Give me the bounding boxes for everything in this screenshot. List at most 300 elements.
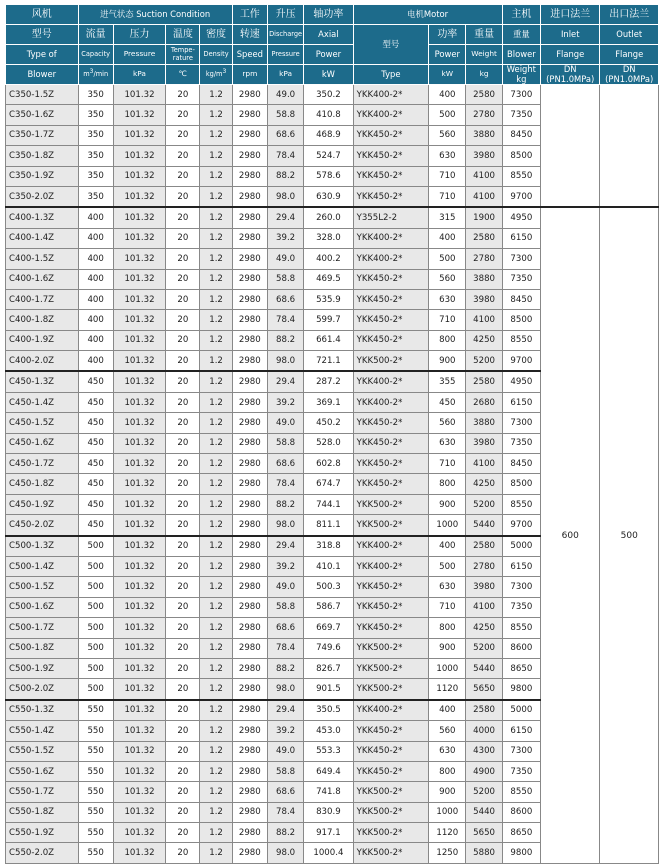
- cell-temperature: 20: [166, 371, 200, 392]
- cell-motor-power: 710: [429, 597, 466, 617]
- cell-axial-power: 830.9: [304, 802, 353, 822]
- cell-blower-weight: 8550: [502, 782, 540, 802]
- cell-blower-weight: 8600: [502, 638, 540, 658]
- cell-axial-power: 649.4: [304, 761, 353, 781]
- header-speed-cn: 转速: [232, 25, 267, 45]
- cell-discharge-pressure: 88.2: [267, 658, 303, 678]
- cell-motor-weight: 4900: [466, 761, 502, 781]
- cell-motor-type: YKK500-2*: [353, 638, 429, 658]
- cell-discharge-pressure: 98.0: [267, 679, 303, 700]
- cell-motor-type: YKK450-2*: [353, 269, 429, 289]
- cell-model: C400-1.7Z: [6, 289, 79, 309]
- header-blower-cn: 风机: [6, 5, 79, 25]
- cell-model: C550-1.9Z: [6, 823, 79, 843]
- cell-temperature: 20: [166, 536, 200, 557]
- header-outlet-1: Outlet: [600, 25, 659, 45]
- cell-motor-weight: 5200: [466, 351, 502, 372]
- cell-blower-weight: 8450: [502, 454, 540, 474]
- cell-pressure: 101.32: [113, 413, 165, 433]
- cell-motor-type: YKK500-2*: [353, 679, 429, 700]
- cell-motor-type: YKK400-2*: [353, 105, 429, 125]
- cell-density: 1.2: [200, 536, 232, 557]
- cell-speed: 2980: [232, 330, 267, 350]
- cell-motor-power: 400: [429, 536, 466, 557]
- cell-blower-weight: 9700: [502, 515, 540, 536]
- cell-speed: 2980: [232, 310, 267, 330]
- cell-speed: 2980: [232, 289, 267, 309]
- cell-temperature: 20: [166, 207, 200, 228]
- cell-motor-type: YKK450-2*: [353, 741, 429, 761]
- header-temp-unit: ℃: [166, 65, 200, 85]
- cell-axial-power: 528.0: [304, 433, 353, 453]
- cell-speed: 2980: [232, 536, 267, 557]
- cell-motor-weight: 4100: [466, 310, 502, 330]
- cell-capacity: 550: [78, 741, 113, 761]
- cell-motor-type: YKK450-2*: [353, 761, 429, 781]
- cell-blower-weight: 7350: [502, 761, 540, 781]
- blower-spec-table: [5, 4, 659, 864]
- cell-capacity: 500: [78, 638, 113, 658]
- outlet-flange-empty: [600, 85, 659, 208]
- cell-axial-power: 318.8: [304, 536, 353, 557]
- cell-motor-weight: 4000: [466, 721, 502, 741]
- cell-axial-power: 599.7: [304, 310, 353, 330]
- cell-model: C350-1.9Z: [6, 166, 79, 186]
- cell-speed: 2980: [232, 700, 267, 721]
- table-header: [6, 5, 659, 85]
- cell-axial-power: 586.7: [304, 597, 353, 617]
- cell-density: 1.2: [200, 330, 232, 350]
- header-pressure-unit: kPa: [113, 65, 165, 85]
- cell-density: 1.2: [200, 454, 232, 474]
- cell-speed: 2980: [232, 679, 267, 700]
- cell-model: C550-1.3Z: [6, 700, 79, 721]
- cell-axial-power: 669.7: [304, 618, 353, 638]
- cell-pressure: 101.32: [113, 125, 165, 145]
- cell-temperature: 20: [166, 433, 200, 453]
- cell-motor-weight: 5650: [466, 679, 502, 700]
- cell-density: 1.2: [200, 618, 232, 638]
- cell-motor-weight: 2780: [466, 105, 502, 125]
- cell-temperature: 20: [166, 618, 200, 638]
- cell-blower-weight: 5000: [502, 536, 540, 557]
- cell-speed: 2980: [232, 577, 267, 597]
- cell-capacity: 500: [78, 679, 113, 700]
- cell-motor-type: YKK450-2*: [353, 577, 429, 597]
- cell-temperature: 20: [166, 474, 200, 494]
- cell-discharge-pressure: 88.2: [267, 823, 303, 843]
- cell-pressure: 101.32: [113, 536, 165, 557]
- cell-temperature: 20: [166, 802, 200, 822]
- header-discharge: Discharge: [267, 25, 303, 45]
- cell-motor-weight: 2680: [466, 392, 502, 412]
- cell-motor-power: 315: [429, 207, 466, 228]
- cell-motor-power: 1000: [429, 802, 466, 822]
- cell-discharge-pressure: 68.6: [267, 125, 303, 145]
- cell-speed: 2980: [232, 618, 267, 638]
- cell-motor-type: YKK500-2*: [353, 351, 429, 372]
- cell-capacity: 450: [78, 515, 113, 536]
- header-blower-weight-1: Blower: [502, 45, 540, 65]
- cell-speed: 2980: [232, 105, 267, 125]
- cell-capacity: 400: [78, 330, 113, 350]
- cell-density: 1.2: [200, 802, 232, 822]
- cell-pressure: 101.32: [113, 249, 165, 269]
- cell-model: C500-1.8Z: [6, 638, 79, 658]
- cell-discharge-pressure: 29.4: [267, 371, 303, 392]
- cell-motor-power: 560: [429, 269, 466, 289]
- cell-speed: 2980: [232, 371, 267, 392]
- cell-temperature: 20: [166, 700, 200, 721]
- header-inlet-flange-cn: 进口法兰: [541, 5, 600, 25]
- cell-model: C450-1.5Z: [6, 413, 79, 433]
- cell-model: C350-2.0Z: [6, 186, 79, 207]
- cell-blower-weight: 7350: [502, 433, 540, 453]
- cell-density: 1.2: [200, 597, 232, 617]
- cell-motor-type: YKK450-2*: [353, 721, 429, 741]
- cell-model: C400-1.6Z: [6, 269, 79, 289]
- cell-motor-weight: 3880: [466, 269, 502, 289]
- cell-speed: 2980: [232, 721, 267, 741]
- cell-motor-power: 355: [429, 371, 466, 392]
- cell-motor-weight: 3880: [466, 413, 502, 433]
- cell-density: 1.2: [200, 166, 232, 186]
- cell-temperature: 20: [166, 494, 200, 514]
- cell-motor-weight: 4250: [466, 330, 502, 350]
- cell-pressure: 101.32: [113, 351, 165, 372]
- cell-discharge-pressure: 68.6: [267, 782, 303, 802]
- header-motor-power-unit: kW: [429, 65, 466, 85]
- header-blower: Blower: [6, 65, 79, 85]
- cell-blower-weight: 8650: [502, 823, 540, 843]
- cell-pressure: 101.32: [113, 658, 165, 678]
- cell-blower-weight: 9800: [502, 843, 540, 863]
- cell-motor-type: YKK400-2*: [353, 228, 429, 248]
- cell-density: 1.2: [200, 782, 232, 802]
- cell-pressure: 101.32: [113, 843, 165, 863]
- cell-motor-type: YKK450-2*: [353, 310, 429, 330]
- cell-capacity: 450: [78, 433, 113, 453]
- density-unit-prefix: kg/m: [205, 69, 223, 78]
- cell-pressure: 101.32: [113, 741, 165, 761]
- cell-axial-power: 744.1: [304, 494, 353, 514]
- cell-model: C400-1.8Z: [6, 310, 79, 330]
- cell-axial-power: 901.5: [304, 679, 353, 700]
- cell-speed: 2980: [232, 823, 267, 843]
- cell-speed: 2980: [232, 658, 267, 678]
- cell-density: 1.2: [200, 207, 232, 228]
- cell-axial-power: 500.3: [304, 577, 353, 597]
- cell-model: C450-1.3Z: [6, 371, 79, 392]
- header-shaft-power-cn: 轴功率: [304, 5, 353, 25]
- cell-discharge-pressure: 88.2: [267, 330, 303, 350]
- temp-line-2: rature: [172, 53, 193, 62]
- cell-motor-power: 900: [429, 638, 466, 658]
- cell-pressure: 101.32: [113, 474, 165, 494]
- cell-density: 1.2: [200, 269, 232, 289]
- cell-speed: 2980: [232, 515, 267, 536]
- cell-blower-weight: 8550: [502, 494, 540, 514]
- cell-axial-power: 811.1: [304, 515, 353, 536]
- cell-density: 1.2: [200, 433, 232, 453]
- header-capacity: Capacity: [78, 45, 113, 65]
- cell-temperature: 20: [166, 597, 200, 617]
- cell-motor-power: 900: [429, 351, 466, 372]
- cell-model: C450-1.6Z: [6, 433, 79, 453]
- outlet-4: (PN1.0MPa): [605, 73, 654, 84]
- cell-capacity: 400: [78, 207, 113, 228]
- cell-motor-power: 630: [429, 146, 466, 166]
- cell-motor-power: 800: [429, 330, 466, 350]
- cell-motor-weight: 3980: [466, 433, 502, 453]
- cell-pressure: 101.32: [113, 269, 165, 289]
- cell-motor-weight: 4300: [466, 741, 502, 761]
- cell-capacity: 450: [78, 392, 113, 412]
- cell-axial-power: 602.8: [304, 454, 353, 474]
- cell-model: C400-1.4Z: [6, 228, 79, 248]
- cell-temperature: 20: [166, 721, 200, 741]
- cell-discharge-pressure: 29.4: [267, 700, 303, 721]
- capacity-unit-sup: 3: [89, 67, 94, 75]
- cell-blower-weight: 4950: [502, 207, 540, 228]
- cell-temperature: 20: [166, 166, 200, 186]
- cell-discharge-pressure: 78.4: [267, 474, 303, 494]
- cell-discharge-pressure: 58.8: [267, 761, 303, 781]
- cell-temperature: 20: [166, 125, 200, 145]
- header-axial: Axial: [304, 25, 353, 45]
- cell-pressure: 101.32: [113, 721, 165, 741]
- cell-axial-power: 350.2: [304, 85, 353, 105]
- cell-axial-power: 287.2: [304, 371, 353, 392]
- cell-capacity: 350: [78, 146, 113, 166]
- cell-motor-weight: 2580: [466, 536, 502, 557]
- cell-density: 1.2: [200, 105, 232, 125]
- cell-blower-weight: 8500: [502, 310, 540, 330]
- header-outlet-flange-cn: 出口法兰: [600, 5, 659, 25]
- header-power-unit: kW: [304, 65, 353, 85]
- cell-density: 1.2: [200, 392, 232, 412]
- cell-model: C500-1.6Z: [6, 597, 79, 617]
- cell-discharge-pressure: 58.8: [267, 433, 303, 453]
- cell-motor-power: 400: [429, 85, 466, 105]
- inlet-4: (PN1.0MPa): [546, 73, 595, 84]
- cell-model: C450-2.0Z: [6, 515, 79, 536]
- cell-motor-power: 710: [429, 186, 466, 207]
- cell-axial-power: 369.1: [304, 392, 353, 412]
- cell-pressure: 101.32: [113, 454, 165, 474]
- cell-discharge-pressure: 58.8: [267, 597, 303, 617]
- cell-motor-weight: 2580: [466, 228, 502, 248]
- cell-density: 1.2: [200, 474, 232, 494]
- header-pressure: Pressure: [113, 45, 165, 65]
- cell-pressure: 101.32: [113, 392, 165, 412]
- cell-speed: 2980: [232, 597, 267, 617]
- cell-model: C350-1.7Z: [6, 125, 79, 145]
- cell-pressure: 101.32: [113, 802, 165, 822]
- cell-blower-weight: 8550: [502, 166, 540, 186]
- cell-density: 1.2: [200, 721, 232, 741]
- cell-model: C450-1.4Z: [6, 392, 79, 412]
- header-motor-group: 电机Motor: [353, 5, 502, 25]
- cell-density: 1.2: [200, 125, 232, 145]
- cell-pressure: 101.32: [113, 166, 165, 186]
- cell-pressure: 101.32: [113, 105, 165, 125]
- cell-model: C400-1.3Z: [6, 207, 79, 228]
- cell-density: 1.2: [200, 577, 232, 597]
- cell-model: C450-1.7Z: [6, 454, 79, 474]
- cell-motor-type: YKK450-2*: [353, 330, 429, 350]
- cell-motor-power: 900: [429, 494, 466, 514]
- cell-capacity: 450: [78, 454, 113, 474]
- cell-axial-power: 1000.4: [304, 843, 353, 863]
- cell-density: 1.2: [200, 515, 232, 536]
- cell-motor-weight: 5200: [466, 638, 502, 658]
- cell-motor-power: 560: [429, 721, 466, 741]
- cell-model: C500-2.0Z: [6, 679, 79, 700]
- cell-blower-weight: 9800: [502, 679, 540, 700]
- cell-speed: 2980: [232, 802, 267, 822]
- header-density-cn: 密度: [200, 25, 232, 45]
- cell-motor-weight: 2780: [466, 556, 502, 576]
- cell-capacity: 450: [78, 413, 113, 433]
- cell-blower-weight: 9700: [502, 351, 540, 372]
- header-motor-weight-unit: kg: [466, 65, 502, 85]
- cell-pressure: 101.32: [113, 556, 165, 576]
- cell-model: C500-1.7Z: [6, 618, 79, 638]
- cell-speed: 2980: [232, 741, 267, 761]
- header-blower-weight-cn: 重量: [502, 25, 540, 45]
- cell-model: C350-1.6Z: [6, 105, 79, 125]
- header-motor-model-cn: 型号: [353, 25, 429, 65]
- cell-capacity: 350: [78, 186, 113, 207]
- inlet-flange-dn: 600: [541, 207, 600, 863]
- header-suction-group: 进气状态 Suction Condition: [78, 5, 232, 25]
- cell-axial-power: 453.0: [304, 721, 353, 741]
- cell-motor-type: YKK500-2*: [353, 494, 429, 514]
- cell-discharge-pressure: 49.0: [267, 85, 303, 105]
- cell-motor-type: Y355L2-2: [353, 207, 429, 228]
- cell-pressure: 101.32: [113, 700, 165, 721]
- cell-motor-type: YKK400-2*: [353, 536, 429, 557]
- cell-blower-weight: 9700: [502, 186, 540, 207]
- cell-axial-power: 661.4: [304, 330, 353, 350]
- cell-blower-weight: 6150: [502, 556, 540, 576]
- cell-axial-power: 260.0: [304, 207, 353, 228]
- cell-temperature: 20: [166, 658, 200, 678]
- cell-pressure: 101.32: [113, 761, 165, 781]
- cell-capacity: 400: [78, 289, 113, 309]
- cell-axial-power: 350.5: [304, 700, 353, 721]
- cell-temperature: 20: [166, 761, 200, 781]
- cell-axial-power: 524.7: [304, 146, 353, 166]
- cell-axial-power: 917.1: [304, 823, 353, 843]
- cell-blower-weight: 8500: [502, 474, 540, 494]
- cell-motor-weight: 5880: [466, 843, 502, 863]
- cell-motor-power: 800: [429, 761, 466, 781]
- cell-motor-power: 800: [429, 474, 466, 494]
- cell-capacity: 350: [78, 125, 113, 145]
- cell-motor-power: 710: [429, 166, 466, 186]
- cell-temperature: 20: [166, 556, 200, 576]
- cell-capacity: 550: [78, 700, 113, 721]
- header-speed: Speed: [232, 45, 267, 65]
- cell-speed: 2980: [232, 351, 267, 372]
- cell-motor-power: 560: [429, 125, 466, 145]
- cell-motor-type: YKK400-2*: [353, 700, 429, 721]
- cell-blower-weight: 6150: [502, 721, 540, 741]
- cell-motor-type: YKK450-2*: [353, 125, 429, 145]
- cell-blower-weight: 6150: [502, 228, 540, 248]
- cell-density: 1.2: [200, 700, 232, 721]
- cell-motor-type: YKK450-2*: [353, 454, 429, 474]
- cell-capacity: 500: [78, 556, 113, 576]
- cell-motor-power: 710: [429, 454, 466, 474]
- cell-capacity: 500: [78, 658, 113, 678]
- cell-pressure: 101.32: [113, 289, 165, 309]
- cell-density: 1.2: [200, 371, 232, 392]
- cell-pressure: 101.32: [113, 638, 165, 658]
- cell-density: 1.2: [200, 556, 232, 576]
- header-motor-power: Power: [429, 45, 466, 65]
- cell-motor-power: 400: [429, 700, 466, 721]
- cell-motor-weight: 4250: [466, 618, 502, 638]
- cell-motor-type: YKK500-2*: [353, 823, 429, 843]
- cell-density: 1.2: [200, 310, 232, 330]
- cell-motor-weight: 4100: [466, 597, 502, 617]
- cell-blower-weight: 7300: [502, 577, 540, 597]
- cell-axial-power: 826.7: [304, 658, 353, 678]
- cell-motor-power: 630: [429, 289, 466, 309]
- cell-motor-power: 1120: [429, 823, 466, 843]
- cell-blower-weight: 8450: [502, 125, 540, 145]
- cell-temperature: 20: [166, 85, 200, 105]
- table-row: [6, 85, 659, 105]
- cell-axial-power: 400.2: [304, 249, 353, 269]
- table-body: [6, 85, 659, 864]
- cell-capacity: 450: [78, 494, 113, 514]
- cell-temperature: 20: [166, 741, 200, 761]
- cell-pressure: 101.32: [113, 577, 165, 597]
- cell-blower-weight: 7300: [502, 85, 540, 105]
- cell-capacity: 450: [78, 371, 113, 392]
- cell-capacity: 400: [78, 351, 113, 372]
- header-motor-type: Type: [353, 65, 429, 85]
- cell-motor-power: 1000: [429, 515, 466, 536]
- cell-blower-weight: 7350: [502, 597, 540, 617]
- cell-pressure: 101.32: [113, 228, 165, 248]
- cell-pressure: 101.32: [113, 823, 165, 843]
- cell-motor-weight: 2780: [466, 249, 502, 269]
- cell-motor-weight: 1900: [466, 207, 502, 228]
- cell-motor-power: 1000: [429, 658, 466, 678]
- cell-discharge-pressure: 88.2: [267, 494, 303, 514]
- header-discharge-pressure: Pressure: [267, 45, 303, 65]
- header-work-cn: 工作: [232, 5, 267, 25]
- cell-discharge-pressure: 88.2: [267, 166, 303, 186]
- cell-speed: 2980: [232, 207, 267, 228]
- cell-capacity: 450: [78, 474, 113, 494]
- cell-motor-weight: 3980: [466, 577, 502, 597]
- cell-motor-type: YKK500-2*: [353, 843, 429, 863]
- cell-pressure: 101.32: [113, 310, 165, 330]
- cell-capacity: 400: [78, 269, 113, 289]
- cell-capacity: 550: [78, 761, 113, 781]
- cell-discharge-pressure: 98.0: [267, 843, 303, 863]
- cell-density: 1.2: [200, 289, 232, 309]
- cell-density: 1.2: [200, 761, 232, 781]
- capacity-unit-prefix: m: [83, 69, 90, 78]
- cell-discharge-pressure: 29.4: [267, 207, 303, 228]
